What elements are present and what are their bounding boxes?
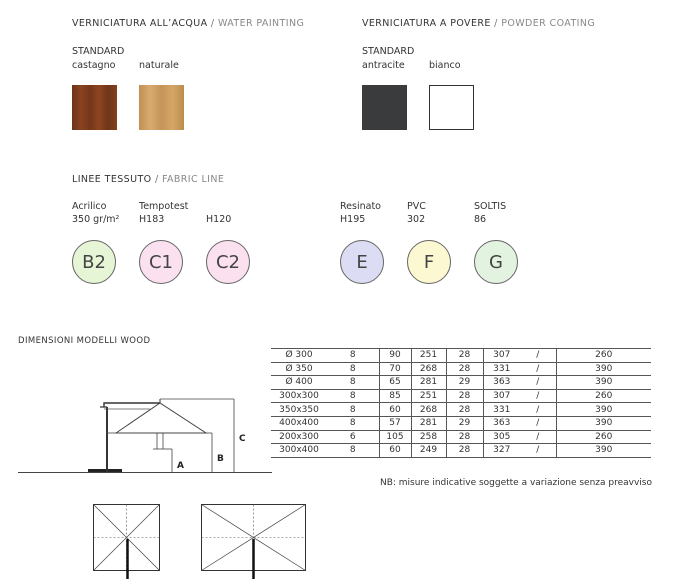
table-cell: 28 — [446, 349, 483, 363]
table-cell: 8 — [327, 376, 379, 390]
table-cell: 57 — [379, 416, 411, 430]
fabric-group-line1: Acrilico — [72, 201, 107, 212]
table-cell: 8 — [327, 362, 379, 376]
table-cell: 268 — [411, 362, 446, 376]
table-cell: 390 — [556, 403, 651, 417]
fabric-group-line2: 86 — [474, 214, 487, 225]
table-cell: 251 — [411, 349, 446, 363]
heading-en: WATER PAINTING — [217, 18, 305, 29]
swatch-label-castagno: castagno — [72, 60, 116, 71]
table-cell: 60 — [379, 444, 411, 458]
table-cell: 28 — [446, 444, 483, 458]
table-cell: 390 — [556, 362, 651, 376]
table-row — [271, 430, 651, 444]
fabric-group-line1: SOLTIS — [474, 201, 507, 212]
table-cell: 8 — [327, 389, 379, 403]
dimensions-table — [271, 348, 651, 458]
table-cell: 6 — [327, 430, 379, 444]
table-cell: 331 — [483, 362, 520, 376]
table-cell: 305 — [483, 430, 520, 444]
swatch-label-naturale: naturale — [139, 60, 179, 71]
table-cell: / — [520, 376, 556, 390]
fabric-group-line1: Tempotest — [139, 201, 189, 212]
swatch-label-antracite: antracite — [362, 60, 405, 71]
table-cell: 200x300 — [271, 430, 327, 444]
table-cell: 85 — [379, 389, 411, 403]
table-cell: 307 — [483, 349, 520, 363]
table-cell: 29 — [446, 416, 483, 430]
dimension-label-c: C — [239, 434, 246, 444]
fabric-group-h120 — [206, 200, 231, 226]
table-cell: 300x300 — [271, 389, 327, 403]
table-cell: 60 — [379, 403, 411, 417]
table-cell: 28 — [446, 362, 483, 376]
table-cell: 8 — [327, 444, 379, 458]
table-cell: 90 — [379, 349, 411, 363]
dimension-label-b: B — [217, 454, 224, 464]
fabric-group-resinato — [340, 200, 381, 226]
heading-en: FABRIC LINE — [161, 174, 225, 185]
water-painting-heading — [72, 18, 304, 29]
table-cell: 28 — [446, 389, 483, 403]
table-cell: 390 — [556, 444, 651, 458]
disclaimer-note: NB: misure indicative soggette a variazione senza preavviso — [379, 478, 652, 488]
fabric-group-line1 — [206, 200, 231, 213]
heading-sep: / — [490, 18, 502, 29]
table-cell: 307 — [483, 389, 520, 403]
fabric-line-heading — [72, 174, 224, 185]
table-cell: 260 — [556, 389, 651, 403]
swatch-castagno — [72, 85, 117, 130]
heading-it: VERNICIATURA A POVERE — [362, 18, 491, 29]
table-cell: 327 — [483, 444, 520, 458]
dimensions-title: DIMENSIONI MODELLI WOOD — [18, 336, 151, 346]
table-cell: / — [520, 416, 556, 430]
table-row — [271, 403, 651, 417]
table-cell: 400x400 — [271, 416, 327, 430]
table-cell: 363 — [483, 376, 520, 390]
table-cell: 8 — [327, 403, 379, 417]
fabric-group-pvc — [407, 200, 426, 226]
square-umbrella-top-view — [92, 503, 162, 579]
table-row — [271, 362, 651, 376]
table-cell: 105 — [379, 430, 411, 444]
table-cell: 390 — [556, 376, 651, 390]
swatch-antracite — [362, 85, 407, 130]
heading-it: VERNICIATURA ALL’ACQUA — [72, 18, 208, 29]
table-cell: / — [520, 403, 556, 417]
table-cell: 390 — [556, 416, 651, 430]
table-cell: 258 — [411, 430, 446, 444]
powder-coating-heading — [362, 18, 595, 29]
fabric-group-line2: H195 — [340, 214, 366, 225]
heading-sep: / — [207, 18, 218, 29]
standard-label: STANDARD — [362, 46, 415, 57]
table-cell: 260 — [556, 430, 651, 444]
swatch-naturale — [139, 85, 184, 130]
umbrella-side-diagram — [0, 385, 272, 477]
swatch-label-bianco: bianco — [429, 60, 461, 71]
dimension-label-a: A — [177, 461, 184, 471]
table-cell: 8 — [327, 416, 379, 430]
fabric-group-line2: H120 — [206, 214, 232, 225]
table-cell: / — [520, 389, 556, 403]
table-cell: / — [520, 349, 556, 363]
table-row — [271, 349, 651, 363]
fabric-group-line1: Resinato — [340, 201, 381, 212]
table-cell: 28 — [446, 430, 483, 444]
swatch-bianco — [429, 85, 474, 130]
heading-en: POWDER COATING — [501, 18, 596, 29]
table-cell: 260 — [556, 349, 651, 363]
table-cell: 281 — [411, 376, 446, 390]
table-cell: 65 — [379, 376, 411, 390]
table-cell: 249 — [411, 444, 446, 458]
fabric-code-e: E — [340, 240, 384, 284]
fabric-group-tempotest — [139, 200, 188, 226]
table-cell: 28 — [446, 403, 483, 417]
fabric-group-line2: H183 — [139, 214, 165, 225]
table-cell: 300x400 — [271, 444, 327, 458]
fabric-code-c1: C1 — [139, 240, 183, 284]
table-cell: Ø 350 — [271, 362, 327, 376]
table-cell: 363 — [483, 416, 520, 430]
fabric-group-line2: 350 gr/m² — [72, 214, 120, 225]
fabric-code-g: G — [474, 240, 518, 284]
fabric-group-acrilico — [72, 200, 119, 226]
rectangular-umbrella-top-view — [200, 503, 308, 579]
heading-sep: / — [151, 174, 162, 185]
table-cell: / — [520, 444, 556, 458]
table-row — [271, 376, 651, 390]
table-cell: / — [520, 430, 556, 444]
table-cell: 268 — [411, 403, 446, 417]
heading-it: LINEE TESSUTO — [72, 174, 152, 185]
table-cell: 8 — [327, 349, 379, 363]
fabric-group-line2: 302 — [407, 214, 426, 225]
fabric-group-soltis — [474, 200, 506, 226]
table-cell: 70 — [379, 362, 411, 376]
table-row — [271, 389, 651, 403]
fabric-code-c2: C2 — [206, 240, 250, 284]
table-cell: 251 — [411, 389, 446, 403]
fabric-code-b2: B2 — [72, 240, 116, 284]
fabric-group-line1: PVC — [407, 201, 426, 212]
table-cell: Ø 300 — [271, 349, 327, 363]
fabric-code-f: F — [407, 240, 451, 284]
table-cell: 29 — [446, 376, 483, 390]
table-cell: 281 — [411, 416, 446, 430]
table-row — [271, 444, 651, 458]
table-cell: 331 — [483, 403, 520, 417]
table-cell: / — [520, 362, 556, 376]
standard-label: STANDARD — [72, 46, 125, 57]
table-cell: Ø 400 — [271, 376, 327, 390]
table-cell: 350x350 — [271, 403, 327, 417]
table-row — [271, 416, 651, 430]
